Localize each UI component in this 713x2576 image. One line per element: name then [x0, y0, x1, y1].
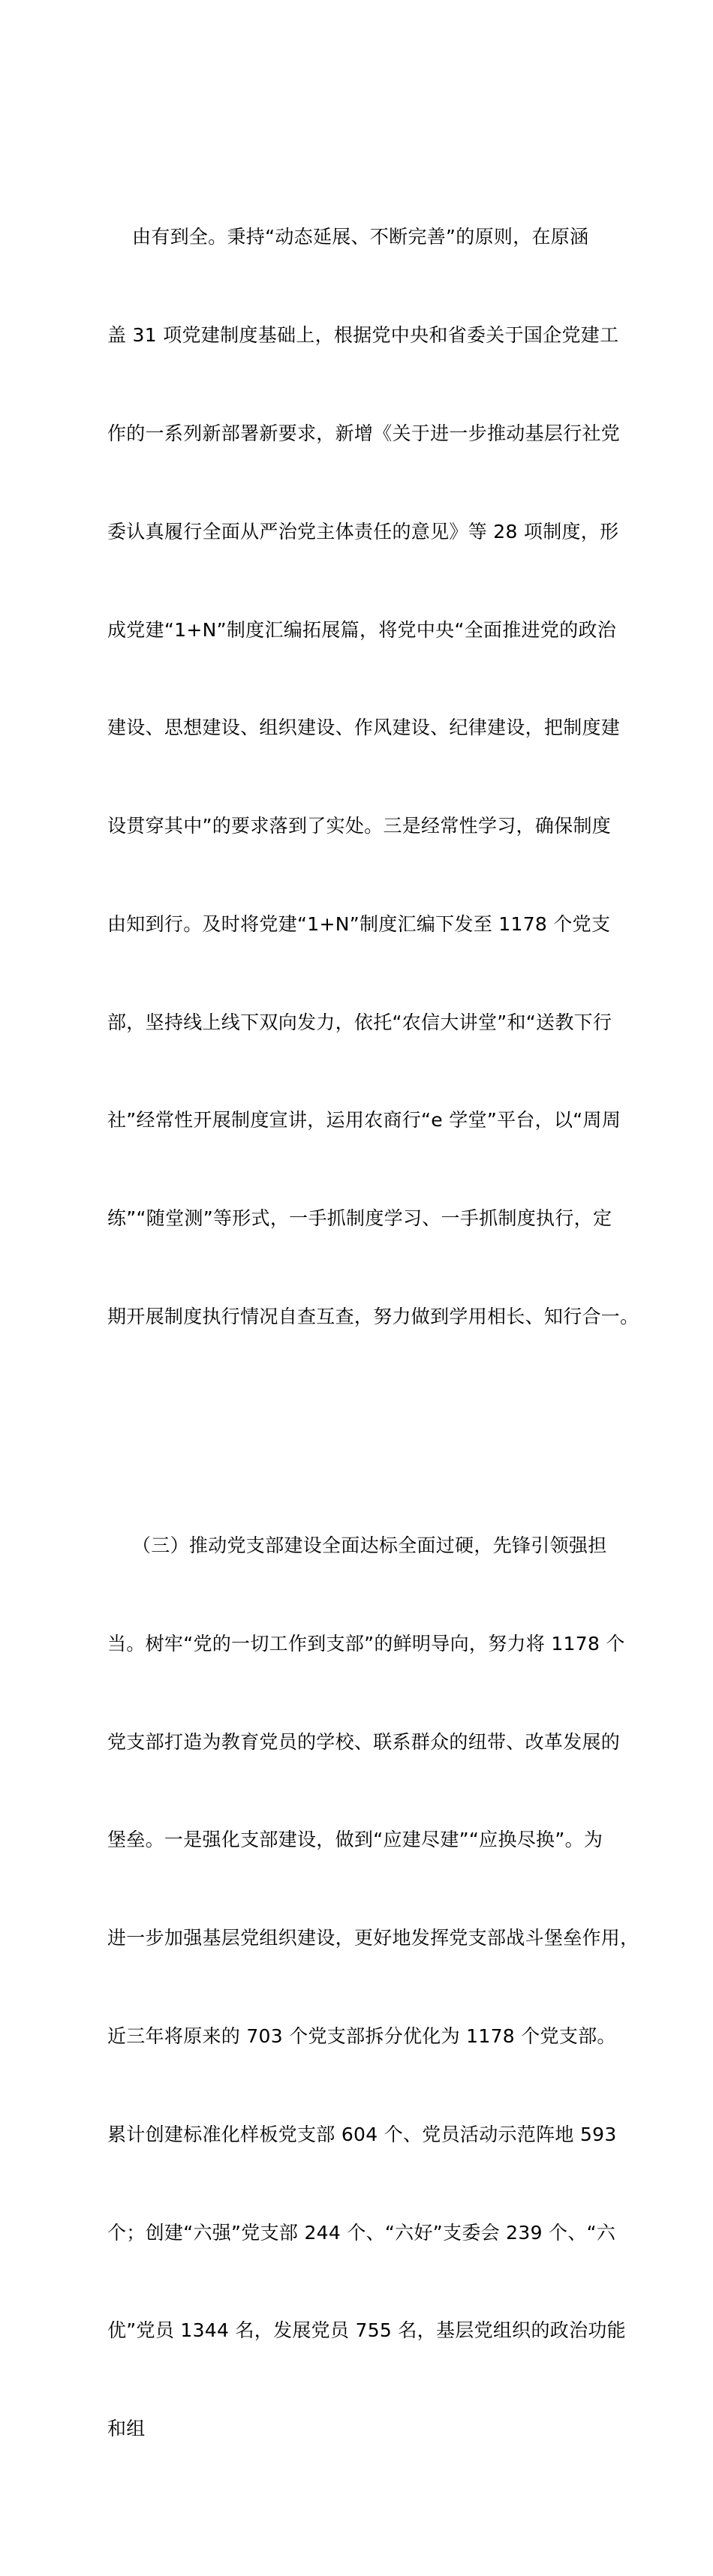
paragraph-party-branch-building: [107, 1464, 639, 2511]
body-text: [107, 90, 639, 2576]
text-line: 盖 31 项党建制度基础上，根据党中央和省委关于国企党建工: [107, 324, 619, 347]
text-line: 个；创建“六强”党支部 244 个、“六好”支委会 239 个、“六: [107, 2221, 616, 2244]
text-line: 党支部打造为教育党员的学校、联系群众的纽带、改革发展的: [107, 1730, 621, 1753]
text-line: 当。树牢“党的一切工作到支部”的鲜明导向，努力将 1178 个: [107, 1632, 625, 1655]
text-line: 近三年将原来的 703 个党支部拆分优化为 1178 个党支部。: [107, 2025, 616, 2048]
text-line: 由知到行。及时将党建“1+N”制度汇编下发至 1178 个党支: [107, 912, 611, 935]
text-line: 社”经常性开展制度宣讲，运用农商行“e 学堂”平台，以“周周: [107, 1109, 621, 1132]
text-line: 和组: [107, 2418, 146, 2440]
text-line: 委认真履行全面从严治党主体责任的意见》等 28 项制度，形: [107, 520, 619, 543]
text-line: 进一步加强基层党组织建设，更好地发挥党支部战斗堡垒作用，: [107, 1927, 639, 1949]
text-line: 部，坚持线上线下双向发力，依托“农信大讲堂”和“送教下行: [107, 1011, 612, 1033]
text-line: 练”“随堂测”等形式，一手抓制度学习、一手抓制度执行，定: [107, 1207, 612, 1230]
text-line: 由有到全。秉持“动态延展、不断完善”的原则，在原涵: [107, 226, 589, 248]
text-line: 建设、思想建设、组织建设、作风建设、纪律建设，把制度建: [107, 717, 621, 739]
text-line: 成党建“1+N”制度汇编拓展篇，将党中央“全面推进党的政治: [107, 618, 617, 641]
text-line: 累计创建标准化样板党支部 604 个、党员活动示范阵地 593: [107, 2123, 617, 2145]
paragraph-system-completeness: [107, 155, 639, 1399]
text-line: 期开展制度执行情况自查互查，努力做到学用相长、知行合一。: [107, 1305, 639, 1327]
text-line: 作的一系列新部署新要求，新增《关于进一步推动基层行社党: [107, 422, 621, 444]
text-line: 堡垒。一是强化支部建设，做到“应建尽建”“应换尽换”。为: [107, 1829, 603, 1851]
text-line: 优”党员 1344 名，发展党员 755 名，基层党组织的政治功能: [107, 2319, 626, 2342]
text-line: 设贯穿其中”的要求落到了实处。三是经常性学习，确保制度: [107, 815, 612, 837]
text-line: （三）推动党支部建设全面达标全面过硬，先锋引领强担: [107, 1534, 607, 1557]
